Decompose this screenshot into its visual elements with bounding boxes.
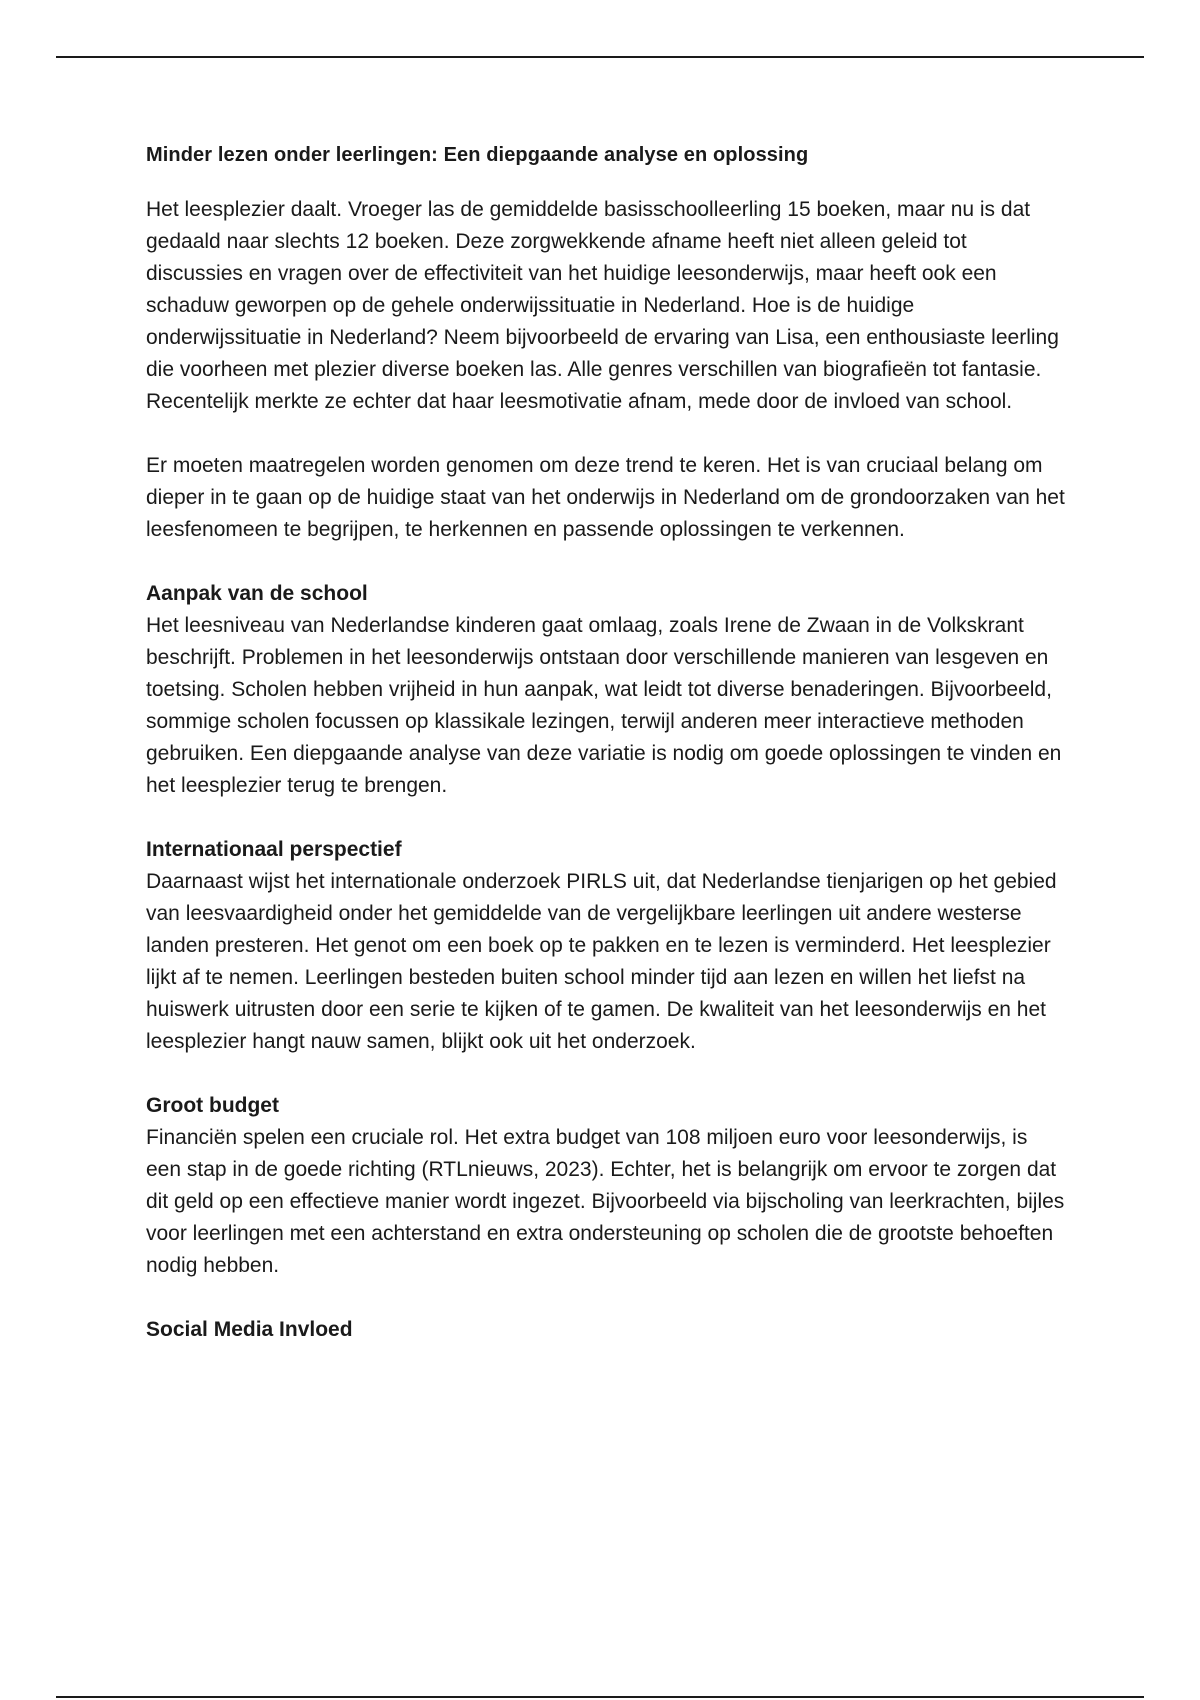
intro-paragraph-1: Het leesplezier daalt. Vroeger las de gemiddelde basisschoolleerling 15 boeken, maar nu is dat gedaald naar slechts 12 boeken. Deze zorgwekkende afname heeft niet alleen geleid tot discussies en vragen over de effectiviteit van het huidige leesonderwijs, maar heeft ook een schaduw geworpen op de gehele onderwijssituatie in Nederland. Hoe is de huidige onderwijssituatie in Nederland? Neem bijvoorbeeld de ervaring van Lisa, een enthousiaste leerling die voorheen met plezier diverse boeken las. Alle genres verschillen van biografieën tot fantasie. Recentelijk merkte ze echter dat haar leesmotivatie afnam, mede door de invloed van school. <box>146 198 1059 413</box>
section-heading: Social Media Invloed <box>146 1318 353 1341</box>
header-rule <box>56 56 1144 58</box>
section-social-media <box>146 1314 1066 1346</box>
document-page <box>146 140 1066 1346</box>
intro-paragraph-2: Er moeten maatregelen worden genomen om deze trend te keren. Het is van cruciaal belang om dieper in te gaan op de huidige staat van het onderwijs in Nederland om de grondoorzaken van het leesfenomeen te begrijpen, te herkennen en passende oplossingen te verkennen. <box>146 454 1065 541</box>
section-budget <box>146 1090 1066 1282</box>
section-text: Daarnaast wijst het internationale onderzoek PIRLS uit, dat Nederlandse tienjarigen op het gebied van leesvaardigheid onder het gemiddelde van de vergelijkbare leerlingen uit andere westerse landen presteren. Het genot om een boek op te pakken en te lezen is verminderd. Het leesplezier lijkt af te nemen. Leerlingen besteden buiten school minder tijd aan lezen en willen het liefst na huiswerk uitrusten door een serie te kijken of te gamen. De kwaliteit van het leesonderwijs en het leesplezier hangt nauw samen, blijkt ook uit het onderzoek. <box>146 870 1057 1053</box>
document-title: Minder lezen onder leerlingen: Een diepgaande analyse en oplossing <box>146 144 809 166</box>
section-text: Het leesniveau van Nederlandse kinderen gaat omlaag, zoals Irene de Zwaan in de Volkskrant beschrijft. Problemen in het leesonderwijs ontstaan door verschillende manieren van lesgeven en toetsing. Scholen hebben vrijheid in hun aanpak, wat leidt tot diverse benaderingen. Bijvoorbeeld, sommige scholen focussen op klassikale lezingen, terwijl anderen meer interactieve methoden gebruiken. Een diepgaande analyse van deze variatie is nodig om goede oplossingen te vinden en het leesplezier terug te brengen. <box>146 614 1062 797</box>
footer-rule <box>56 1696 1144 1698</box>
section-heading: Groot budget <box>146 1094 279 1117</box>
section-heading: Internationaal perspectief <box>146 838 402 861</box>
section-internationaal <box>146 834 1066 1058</box>
section-heading: Aanpak van de school <box>146 582 368 605</box>
section-text: Financiën spelen een cruciale rol. Het extra budget van 108 miljoen euro voor leesonderwijs, is een stap in de goede richting (RTLnieuws, 2023). Echter, het is belangrijk om ervoor te zorgen dat dit geld op een effectieve manier wordt ingezet. Bijvoorbeeld via bijscholing van leerkrachten, bijles voor leerlingen met een achterstand en extra ondersteuning op scholen die de grootste behoeften nodig hebben. <box>146 1126 1065 1277</box>
section-aanpak <box>146 578 1066 802</box>
